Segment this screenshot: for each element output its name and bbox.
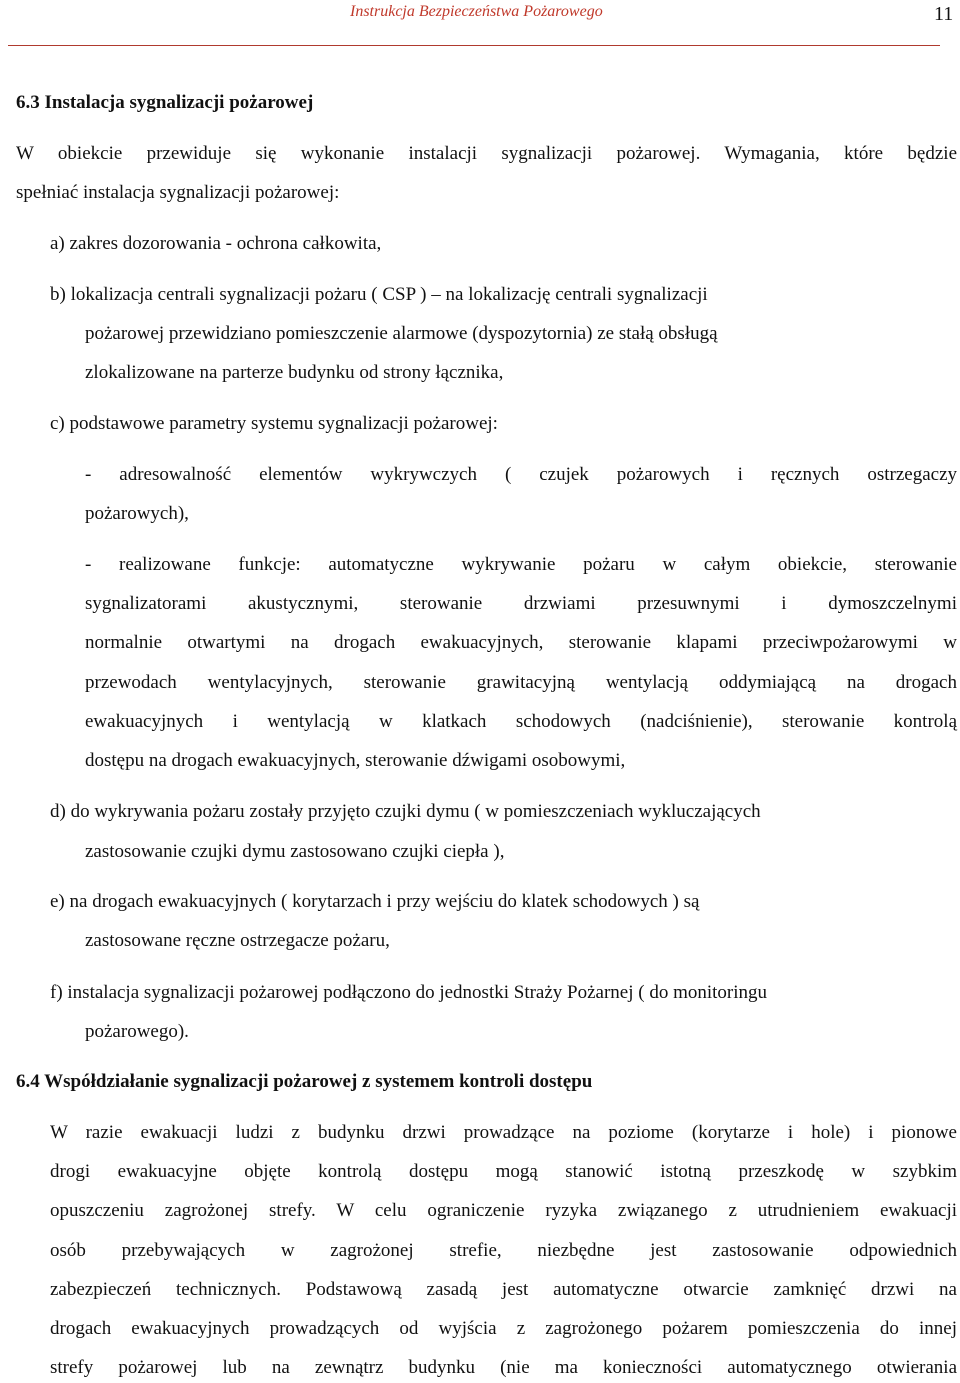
- list-subitem-c2-cont: dostępu na drogach ewakuacyjnych, sterowanie dźwigami osobowymi,: [85, 750, 626, 771]
- list-item-e-cont: zastosowane ręczne ostrzegacze pożaru,: [85, 930, 390, 951]
- list-subitem-c1-cont: pożarowych),: [85, 503, 189, 524]
- list-item-a: a) zakres dozorowania - ochrona całkowita,: [50, 233, 382, 254]
- list-item-d: d) do wykrywania pożaru zostały przyjęto czujki dymu ( w pomieszczeniach wykluczających: [50, 801, 761, 822]
- list-subitem-c2-cont: normalnie otwartymi na drogach ewakuacyjnych, sterowanie klapami przeciwpożarowymi w: [85, 632, 957, 653]
- page-number: 11: [934, 3, 954, 25]
- paragraph-line: drogi ewakuacyjne objęte kontrolą dostępu mogą stanowić istotną przeszkodę w szybkim: [50, 1161, 957, 1182]
- intro-line: spełniać instalacja sygnalizacji pożarowej:: [16, 182, 340, 203]
- paragraph-line: W razie ewakuacji ludzi z budynku drzwi prowadzące na poziome (korytarze i hole) i pionowe: [50, 1122, 957, 1143]
- section-heading: 6.4 Współdziałanie sygnalizacji pożarowej z systemem kontroli dostępu: [16, 1071, 593, 1092]
- paragraph-line: osób przebywających w zagrożonej strefie, niezbędne jest zastosowanie odpowiednich: [50, 1240, 957, 1261]
- list-subitem-c2: - realizowane funkcje: automatyczne wykrywanie pożaru w całym obiekcie, sterowanie: [85, 554, 957, 575]
- section-heading: 6.3 Instalacja sygnalizacji pożarowej: [16, 92, 314, 113]
- list-subitem-c1: - adresowalność elementów wykrywczych ( czujek pożarowych i ręcznych ostrzegaczy: [85, 464, 957, 485]
- list-item-f-cont: pożarowego).: [85, 1021, 189, 1042]
- list-item-d-cont: zastosowanie czujki dymu zastosowano czujki ciepła ),: [85, 841, 505, 862]
- list-item-f: f) instalacja sygnalizacji pożarowej podłączono do jednostki Straży Pożarnej ( do monitoringu: [50, 982, 768, 1003]
- list-item-b: b) lokalizacja centrali sygnalizacji pożaru ( CSP ) – na lokalizację centrali sygnalizacji: [50, 284, 708, 305]
- list-subitem-c2-cont: sygnalizatorami akustycznymi, sterowanie drzwiami przesuwnymi i dymoszczelnymi: [85, 593, 957, 614]
- header-divider: [8, 45, 940, 46]
- paragraph-line: strefy pożarowej lub na zewnątrz budynku (nie ma konieczności automatycznego otwierania: [50, 1357, 957, 1378]
- paragraph-line: opuszczeniu zagrożonej strefy. W celu ograniczenie ryzyka związanego z utrudnieniem ewakuacji: [50, 1200, 957, 1221]
- header-title: Instrukcja Bezpieczeństwa Pożarowego: [350, 3, 603, 20]
- list-item-e: e) na drogach ewakuacyjnych ( korytarzach i przy wejściu do klatek schodowych ) są: [50, 891, 700, 912]
- intro-line: W obiekcie przewiduje się wykonanie instalacji sygnalizacji pożarowej. Wymagania, które będzie: [16, 143, 957, 164]
- paragraph-line: zabezpieczeń technicznych. Podstawową zasadą jest automatyczne otwarcie zamknięć drzwi na: [50, 1279, 957, 1300]
- list-item-b-cont: pożarowej przewidziano pomieszczenie alarmowe (dyspozytornia) ze stałą obsługą: [85, 323, 718, 344]
- list-item-c: c) podstawowe parametry systemu sygnalizacji pożarowej:: [50, 413, 498, 434]
- paragraph-line: drogach ewakuacyjnych prowadzących od wyjścia z zagrożonego pożarem pomieszczenia do innej: [50, 1318, 957, 1339]
- list-subitem-c2-cont: przewodach wentylacyjnych, sterowanie grawitacyjną wentylacją oddymiającą na drogach: [85, 672, 957, 693]
- list-item-b-cont: zlokalizowane na parterze budynku od strony łącznika,: [85, 362, 504, 383]
- list-subitem-c2-cont: ewakuacyjnych i wentylacją w klatkach schodowych (nadciśnienie), sterowanie kontrolą: [85, 711, 957, 732]
